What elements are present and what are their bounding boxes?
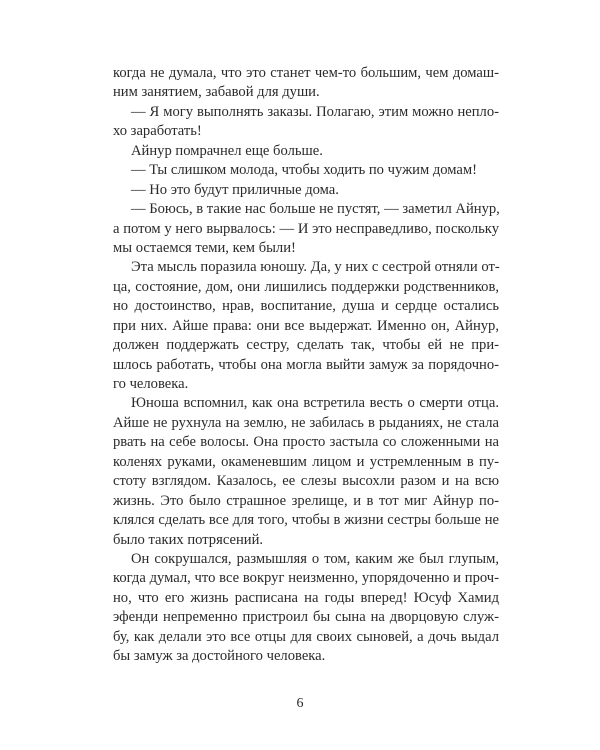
text-line: бу, как делали это все отцы для своих сыновей, а дочь выдал [113, 628, 499, 645]
text-line: рвать на себе волосы. Она просто застыла со сложенными на [113, 434, 499, 451]
text-line: клялся сделать все для того, чтобы в жизни сестры больше не [113, 512, 499, 529]
text-line: Он сокрушался, размышляя о том, каким же был глупым, [131, 550, 499, 567]
text-line: должен поддержать сестру, сделать так, чтобы ей не при- [113, 337, 499, 354]
text-line: коленях руками, окаменевшим лицом и устремленным в пу- [113, 453, 499, 470]
text-line: хо заработать! [113, 123, 202, 140]
text-line: при них. Айше права: они все выдержат. Именно он, Айнур, [113, 317, 499, 334]
text-line: — Но это будут приличные дома. [131, 181, 339, 198]
text-line: а потом у него вырвалось: — И это несправедливо, поскольку [113, 220, 499, 237]
text-line: ца, состояние, дом, они лишились поддержки родственников, [113, 278, 499, 295]
text-line: стоту взглядом. Казалось, ее слезы высохли разом и на всю [113, 473, 499, 490]
text-line: когда не думала, что это станет чем-то большим, чем домаш- [113, 65, 499, 81]
text-line: бы замуж за достойного человека. [113, 648, 326, 665]
text-line: шлось работать, чтобы она могла выйти замуж за порядочно- [113, 356, 499, 373]
text-line: — Ты слишком молода, чтобы ходить по чужим домам! [131, 162, 478, 179]
text-line: Айнур помрачнел еще больше. [131, 142, 323, 159]
body-text [113, 64, 499, 667]
text-line: ним занятием, забавой для души. [113, 84, 320, 101]
text-line: но достоинство, нрав, воспитание, душа и сердце остались [113, 298, 499, 315]
text-line: Юноша вспомнил, как она встретила весть о смерти отца. [131, 395, 499, 412]
text-line: — Боюсь, в такие нас больше не пустят, — заметил Айнур, [131, 201, 500, 218]
text-line: когда думал, что все вокруг неизменно, упорядоченно и проч- [113, 570, 499, 587]
text-line: го человека. [113, 376, 189, 392]
text-line: эфенди непременно пристроил бы сына на дворцовую служ- [113, 609, 499, 626]
text-line: — Я могу выполнять заказы. Полагаю, этим можно непло- [131, 103, 499, 120]
page-number: 6 [296, 696, 304, 711]
text-line: Айше не рухнула на землю, не забилась в рыданиях, не стала [113, 414, 499, 431]
text-line: но, что его жизнь расписана на годы вперед! Юсуф Хамид [113, 589, 499, 606]
text-line: мы остаемся теми, кем были! [113, 239, 296, 256]
text-line: жизнь. Это было страшное зрелище, и в тот миг Айнур по- [113, 492, 499, 509]
text-line: было таких потрясений. [113, 531, 264, 548]
text-line: Эта мысль поразила юношу. Да, у них с сестрой отняли от- [131, 259, 500, 276]
